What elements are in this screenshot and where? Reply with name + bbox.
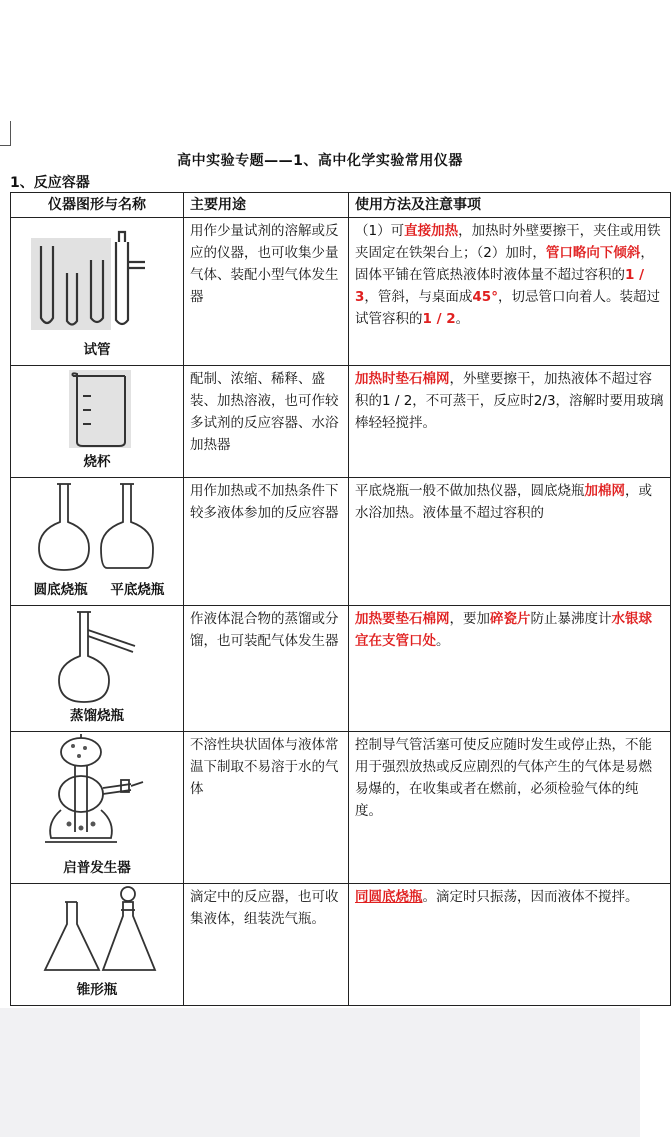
use-cell: 滴定中的反应器，也可收集液体，组装洗气瓶。 [184,884,349,1006]
instrument-table [10,192,671,1006]
notes-cell [349,606,671,732]
instrument-name: 启普发生器 [63,860,131,876]
note-highlight: 管口略向下倾斜 [545,245,641,261]
instrument-cell [11,478,184,606]
instrument-name: 圆底烧瓶 [33,582,88,598]
instrument-name-pair [11,579,183,601]
note-text: 。 [436,633,450,649]
use-cell: 作液体混合物的蒸馏或分馏，也可装配气体发生器 [184,606,349,732]
use-cell: 配制、浓缩、稀释、盛装、加热溶液，也可作较多试剂的反应容器、水浴加热器 [184,366,349,478]
header-instrument: 仪器图形与名称 [11,193,184,218]
instrument-name: 试管 [83,342,111,358]
empty-area [0,1008,640,1137]
note-text: 平底烧瓶一般不做加热仪器，圆底烧瓶 [355,483,585,499]
note-highlight: 45° [472,289,498,305]
page-corner-mark [0,121,11,146]
note-highlight: 水银球宜在支管口处 [355,611,652,649]
conical-flasks-icon [11,884,184,980]
instrument-cell [11,218,184,366]
note-text: ，要加 [449,611,490,627]
test-tubes-icon [11,218,184,338]
note-highlight: 1 / 3 [355,267,645,305]
note-highlight: 1 / 2 [422,311,456,327]
note-text: 防止暴沸度计 [530,611,612,627]
note-highlight: 加 [584,483,598,499]
section-title: 1、反应容器 [10,175,90,191]
note-highlight: 加热时垫石棉网 [355,371,450,387]
table-row [11,606,671,732]
note-text: 。 [455,311,470,327]
instrument-name: 蒸馏烧瓶 [70,708,124,724]
notes-cell [349,732,671,884]
use-cell: 用作加热或不加热条件下较多液体参加的反应容器 [184,478,349,606]
note-text: ，切忌管口向着人。装超过试管容积的 [355,289,660,327]
note-highlight: 直接加热 [404,223,459,239]
use-cell: 不溶性块状固体与液体常温下制取不易溶于水的气体 [184,732,349,884]
note-text: ，加热时外壁要擦干，夹住或用铁夹固定在铁架台上；（2）加时， [355,223,661,261]
kipp-generator-icon [11,732,184,856]
notes-cell [349,218,671,366]
instrument-name: 平底烧瓶 [110,582,165,598]
instrument-name: 烧杯 [83,454,111,470]
note-highlight: 同圆底烧瓶 [355,889,423,905]
table-row [11,366,671,478]
table-row [11,884,671,1006]
instrument-cell [11,606,184,732]
header-use: 主要用途 [184,193,349,218]
table-row [11,478,671,606]
notes-cell [349,366,671,478]
header-notes: 使用方法及注意事项 [349,193,671,218]
note-text: （1）可 [355,223,405,239]
table-header-row [11,193,671,218]
distilling-flask-icon [11,606,184,706]
notes-cell [349,884,671,1006]
instrument-name: 锥形瓶 [76,982,118,998]
instrument-cell [11,884,184,1006]
note-text: ，外壁要擦干，加热液体不超过容积的1 / 2，不可蒸干，反应时2/3，溶解时要用玻璃棒轻轻搅拌。 [355,371,664,431]
note-text: ，或水浴加热。液体量不超过容积的 [355,483,652,521]
document-title: 高中实验专题——1、高中化学实验常用仪器 [177,153,463,169]
use-cell: 用作少量试剂的溶解或反应的仪器，也可收集少量气体、装配小型气体发生器 [184,218,349,366]
instrument-cell [11,366,184,478]
instrument-cell [11,732,184,884]
note-text: ，管斜，与桌面成 [364,289,473,305]
table-row [11,218,671,366]
note-highlight: 棉网 [598,483,625,499]
note-highlight: 加热要垫石棉网 [355,611,450,627]
flasks-icon [11,478,184,578]
note-text: ，固体平铺在管底热液体时液体量不超过容积的 [355,245,654,283]
table-row [11,732,671,884]
note-highlight: 碎瓷片 [490,611,531,627]
note-text: 控制导气管活塞可使反应随时发生或停止热，不能用于强烈放热或反应剧烈的气体产生的气体是易燃易爆的，在收集或者在燃前，必须检验气体的纯度。 [355,737,652,819]
notes-cell [349,478,671,606]
note-text: 。滴定时只振荡，因而液体不搅拌。 [422,889,639,905]
beaker-icon [11,366,184,452]
